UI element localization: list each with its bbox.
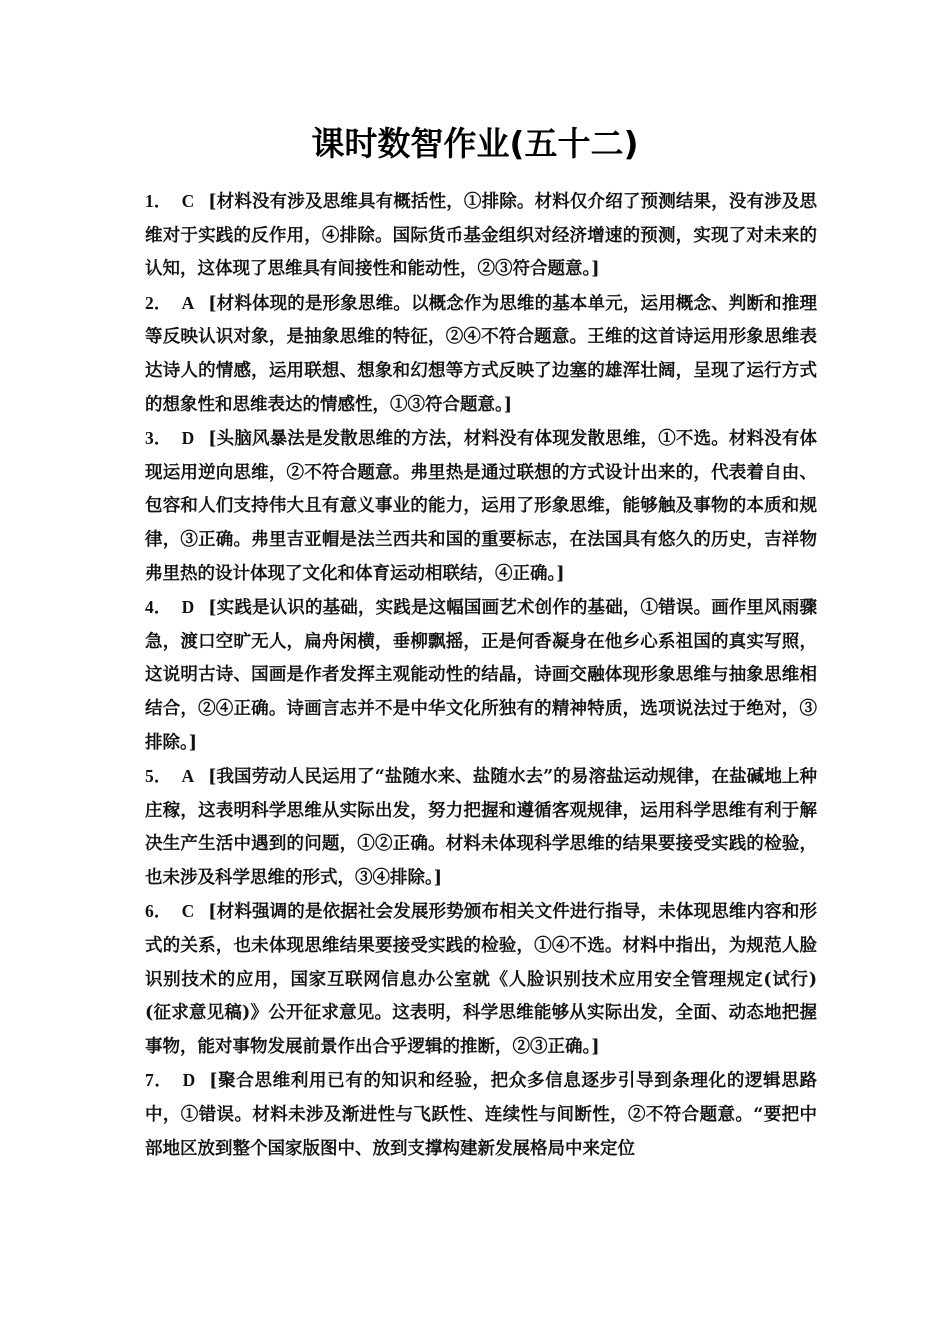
- answer-item-3: [145, 422, 817, 591]
- answer-number: 2．: [145, 292, 172, 313]
- answer-item-6: [145, 895, 817, 1064]
- answer-choice: C: [181, 191, 195, 211]
- answer-number: 4．: [145, 597, 172, 618]
- answer-explanation: [材料没有涉及思维具有概括性，①排除。材料仅介绍了预测结果，没有涉及思维对于实践的反作用，④排除。国际货币基金组织对经济增速的预测，实现了对未来的认知，这体现了思维具有间接性和能动性，②③符合题意。]: [145, 192, 818, 280]
- answer-explanation: [我国劳动人民运用了“盐随水来、盐随水去”的易溶盐运动规律，在盐碱地上种庄稼，这表明科学思维从实际出发，努力把握和遵循客观规律，运用科学思维有利于解决生产生活中遇到的问题，①②正确。材料未体现科学思维的结果要接受实践的检验，也未涉及科学思维的形式，③④排除。]: [145, 767, 818, 888]
- answer-item-1: [145, 185, 817, 287]
- answer-item-4: [145, 591, 817, 760]
- answer-item-7: [145, 1064, 817, 1166]
- answer-choice: D: [182, 1070, 196, 1091]
- answer-choice: A: [181, 292, 195, 313]
- page-title: 课时数智作业(五十二): [311, 124, 639, 163]
- answer-choice: A: [181, 766, 195, 787]
- answer-item-2: [145, 287, 817, 422]
- answer-choice: D: [181, 428, 195, 449]
- answer-number: 1．: [145, 191, 172, 211]
- answer-explanation: [实践是认识的基础，实践是这幅国画艺术创作的基础，①错误。画作里风雨骤急，渡口空旷无人，扁舟闲横，垂柳飘摇，正是何香凝身在他乡心系祖国的真实写照，这说明古诗、国画是作者发挥主观能动性的结晶，诗画交融体现形象思维与抽象思维相结合，②④正确。诗画言志并不是中华文化所独有的精神特质，选项说法过于绝对，③排除。]: [145, 598, 818, 753]
- answer-number: 7．: [145, 1070, 173, 1091]
- answer-number: 5．: [145, 766, 172, 787]
- answer-explanation: [聚合思维利用已有的知识和经验，把众多信息逐步引导到条理化的逻辑思路中，①错误。材料未涉及渐进性与飞跃性、连续性与间断性，②不符合题意。“要把中部地区放到整个国家版图中、放到支撑构建新发展格局中来定位: [145, 1071, 818, 1159]
- answer-explanation: [头脑风暴法是发散思维的方法，材料没有体现发散思维，①不选。材料没有体现运用逆向思维，②不符合题意。弗里热是通过联想的方式设计出来的，代表着自由、包容和人们支持伟大且有意义事业的能力，运用了形象思维，能够触及事物的本质和规律，③正确。弗里吉亚帽是法兰西共和国的重要标志，在法国具有悠久的历史，吉祥物弗里热的设计体现了文化和体育运动相联结，④正确。]: [145, 429, 818, 584]
- answer-explanation: [材料体现的是形象思维。以概念作为思维的基本单元，运用概念、判断和推理等反映认识对象，是抽象思维的特征，②④不符合题意。王维的这首诗运用形象思维表达诗人的情感，运用联想、想象和幻想等方式反映了边塞的雄浑壮阔，呈现了运行方式的想象性和思维表达的情感性，①③符合题意。]: [145, 293, 818, 415]
- answer-explanation: [材料强调的是依据社会发展形势颁布相关文件进行指导，未体现思维内容和形式的关系，也未体现思维结果要接受实践的检验，①④不选。材料中指出，为规范人脸识别技术的应用，国家互联网信息办公室就《人脸识别技术应用安全管理规定(试行)(征求意见稿)》公开征求意见。这表明，科学思维能够从实际出发，全面、动态地把握事物，能对事物发展前景作出合乎逻辑的推断，②③正确。]: [145, 902, 818, 1057]
- answer-number: 6．: [145, 901, 172, 922]
- answer-list: [145, 185, 817, 1166]
- answer-choice: D: [181, 597, 195, 618]
- answer-choice: C: [181, 901, 195, 922]
- answer-item-5: [145, 760, 817, 895]
- answer-number: 3．: [145, 428, 172, 449]
